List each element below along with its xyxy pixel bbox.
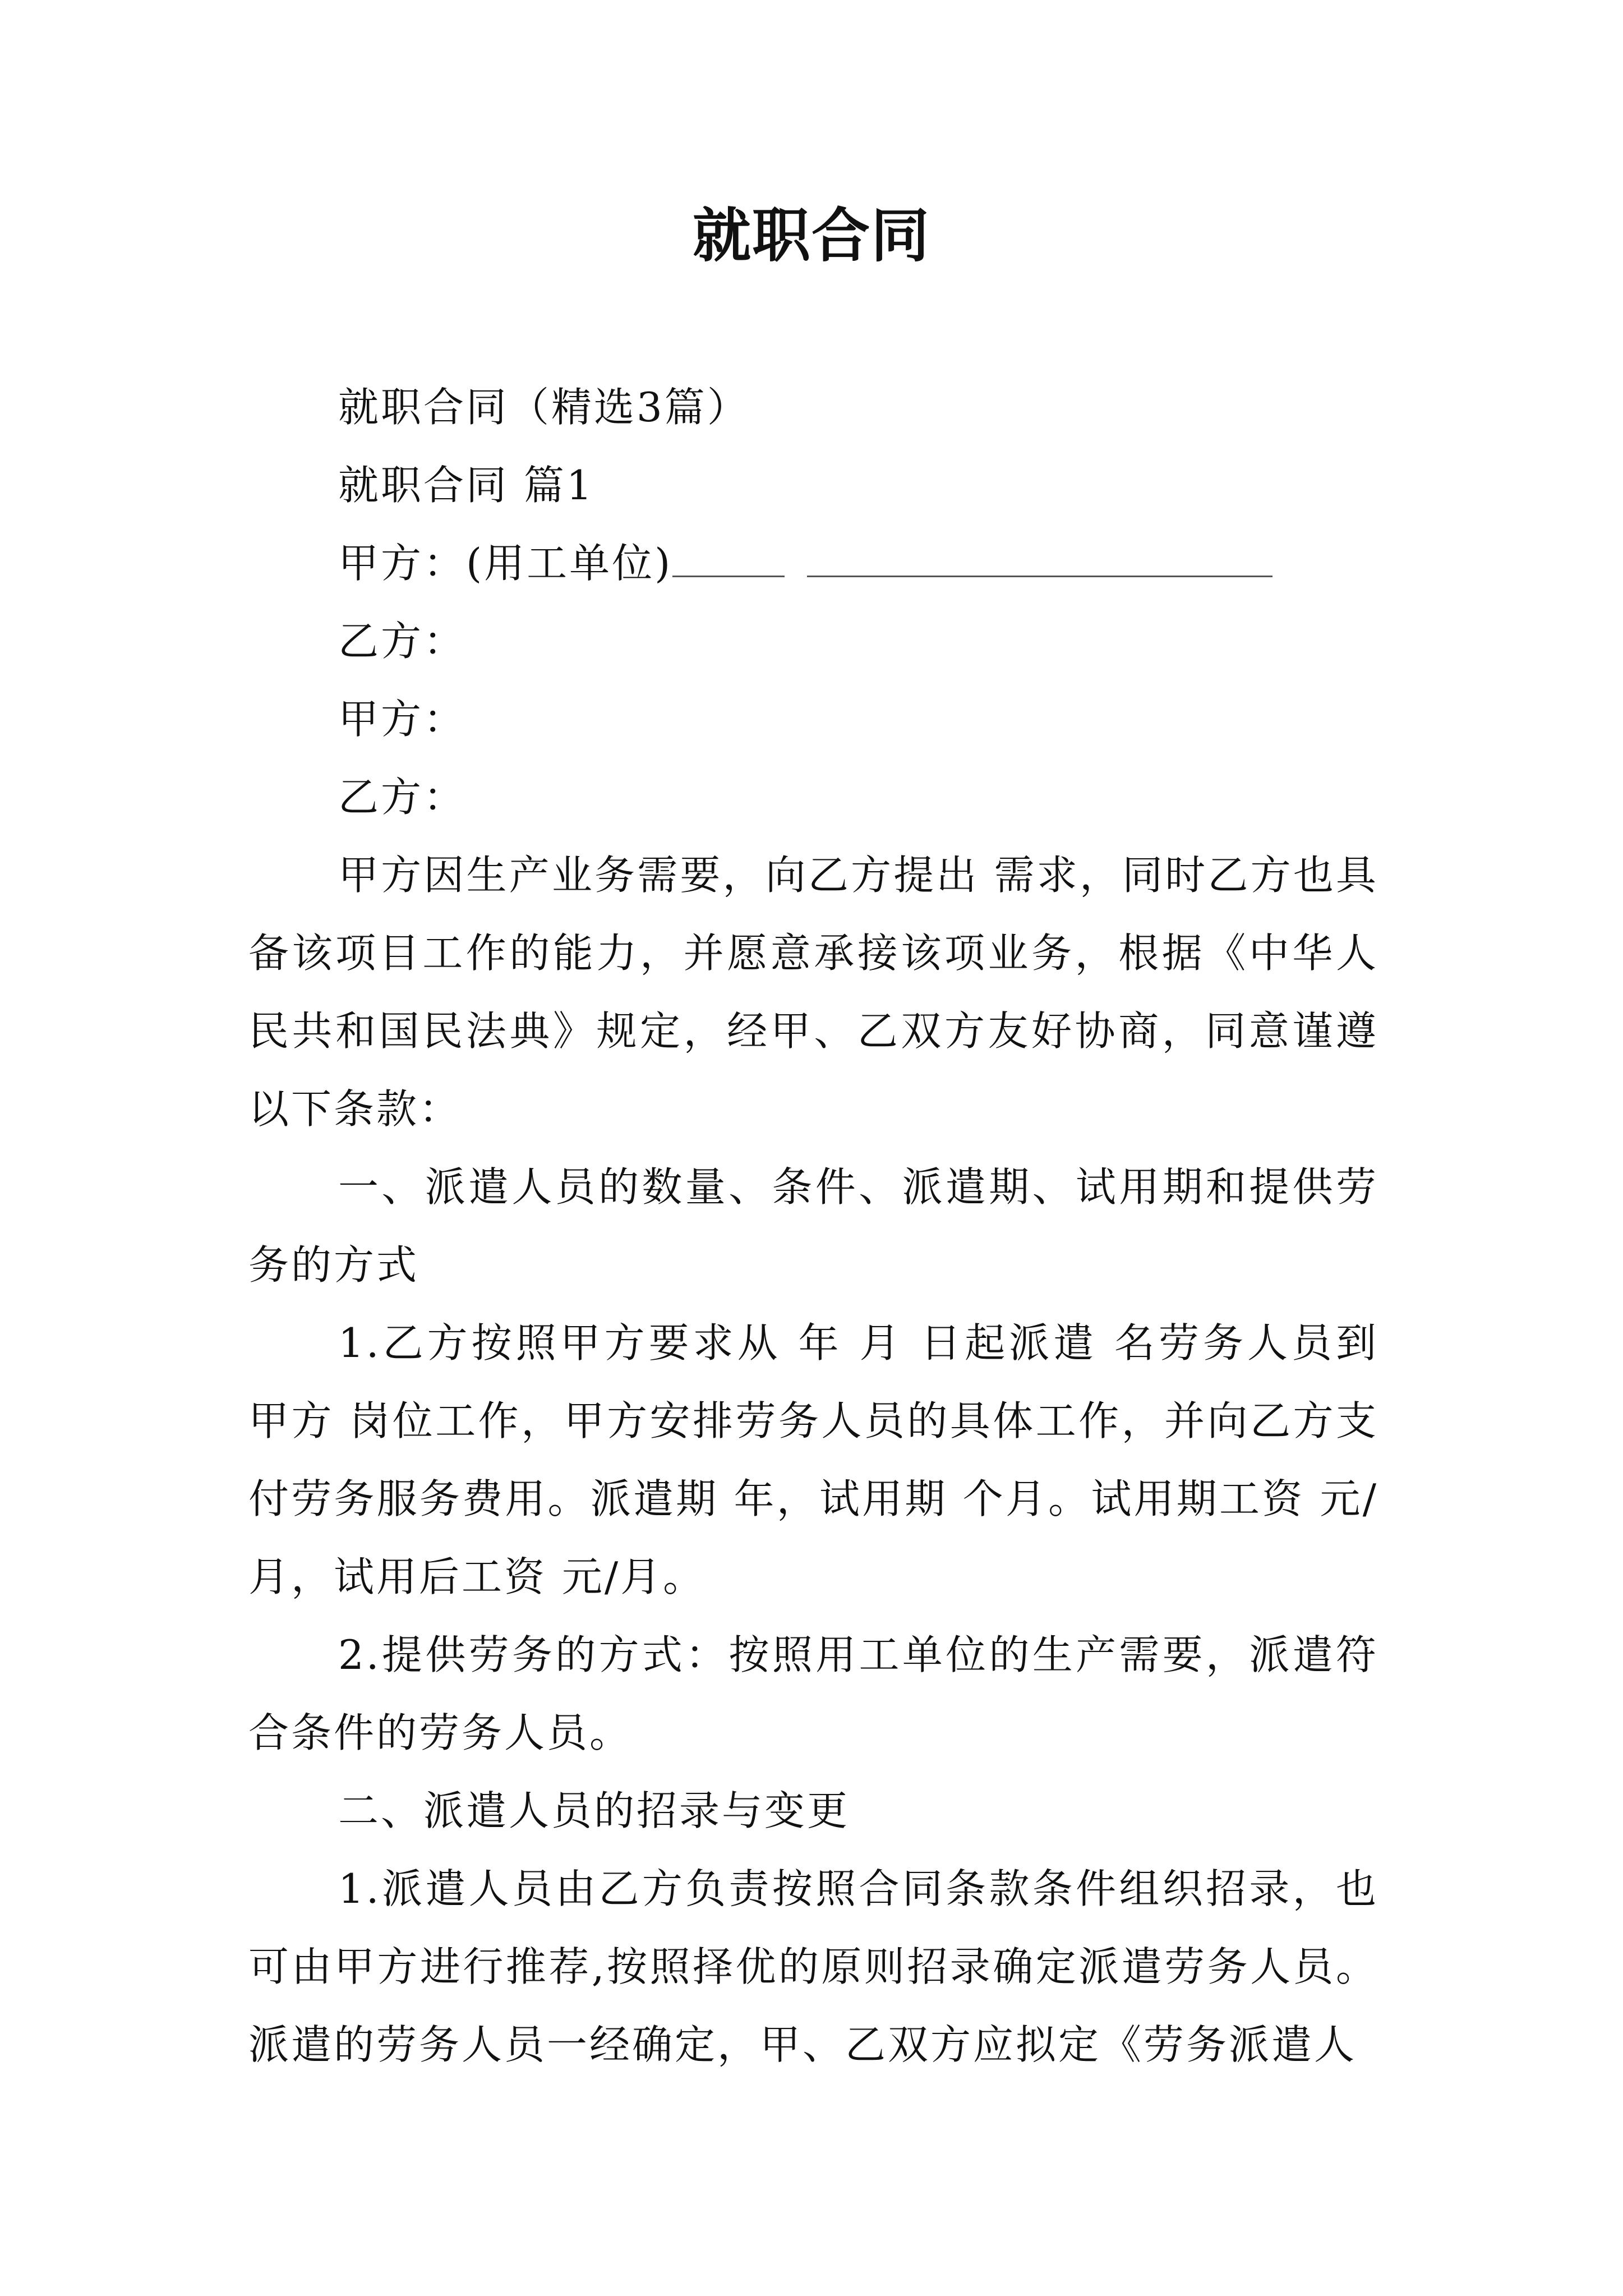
document-title: 就职合同 xyxy=(692,201,930,270)
party-a-blank-long[interactable] xyxy=(807,542,1272,577)
section-heading: 就职合同 篇1 xyxy=(338,462,594,509)
party-a-label-2: 甲方： xyxy=(338,696,467,743)
clause-heading-1: 一、派遣人员的数量、条件、派遣期、试用期和提供劳务的方式 xyxy=(248,1163,1378,1289)
paragraph-intro: 甲方因生产业务需要，向乙方提出 需求，同时乙方也具备该项目工作的能力，并愿意承接该项业务，根据《中华人民共和国民法典》规定，经甲、乙双方友好协商，同意谨遵以下条款： xyxy=(248,852,1378,1133)
document-body xyxy=(248,369,1378,2084)
clause-heading-2: 二、派遣人员的招录与变更 xyxy=(338,1787,850,1834)
party-b-label: 乙方： xyxy=(338,618,467,665)
party-a-blank-short[interactable] xyxy=(672,542,785,577)
clause-1-1: 1.乙方按照甲方要求从 年 月 日起派遣 名劳务人员到甲方 岗位工作，甲方安排劳务人员的具体工作，并向乙方支付劳务服务费用。派遣期 年，试用期 个月。试用期工资 元/月，试用后工资 元/月。 xyxy=(248,1319,1378,1600)
subtitle: 就职合同（精选3篇） xyxy=(338,384,750,431)
party-a-line xyxy=(248,524,1378,602)
clause-2-1: 1.派遣人员由乙方负责按照合同条款条件组织招录，也可由甲方进行推荐,按照择优的原则招录确定派遣劳务人员。派遣的劳务人员一经确定，甲、乙双方应拟定《劳务派遣人 xyxy=(248,1865,1378,2068)
party-b-label-2: 乙方： xyxy=(338,774,467,821)
clause-1-2: 2.提供劳务的方式：按照用工单位的生产需要，派遣符合条件的劳务人员。 xyxy=(248,1631,1378,1756)
party-a-label: 甲方：(用工单位) xyxy=(338,540,673,587)
